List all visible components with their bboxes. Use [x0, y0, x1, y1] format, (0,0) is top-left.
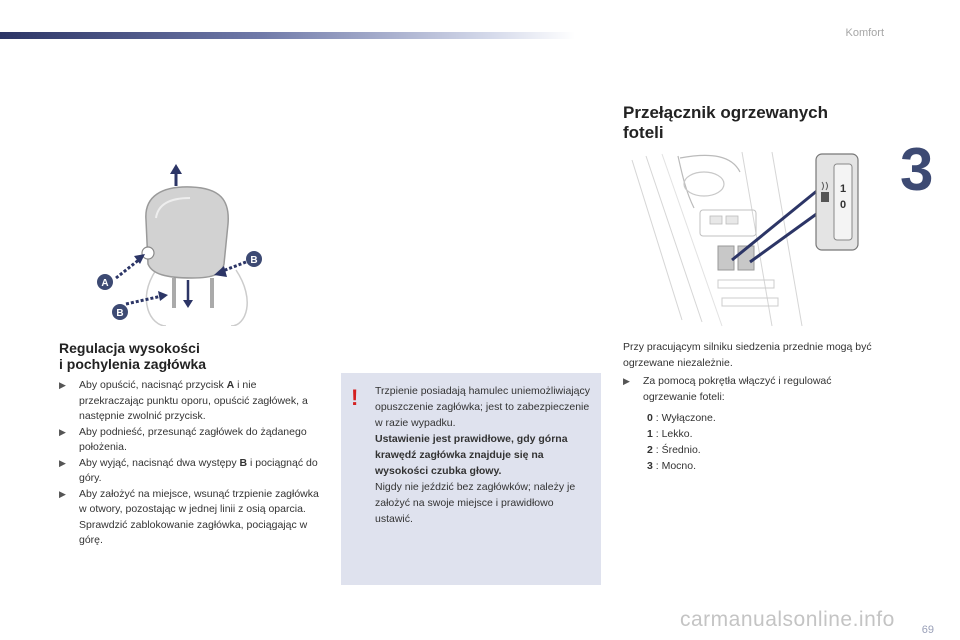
heated-seats-title: Przełącznik ogrzewanych foteli [623, 103, 829, 142]
arrow-bullet-icon: ▶ [59, 457, 66, 468]
heat-level: 3 : Mocno. [647, 460, 697, 472]
heat-levels [647, 410, 716, 474]
chapter-number: 3 [900, 136, 934, 203]
heat-level: 0 : Wyłączone. [647, 412, 716, 424]
headrest-illustration [96, 160, 266, 326]
header-bar [0, 32, 575, 39]
list-item: ▶ Aby podnieść, przesunąć zagłówek do żądanego położenia. [59, 425, 307, 453]
headrest-instructions [59, 378, 321, 549]
list-item: ▶ Aby założyć na miejsce, wsunąć trzpienie zagłówka w otwory, pozostając w jednej linii z osią oparcia. Sprawdzić zablokowanie zagłówka, pociągając w górę. [59, 487, 319, 546]
dial-label-1: 1 [839, 183, 847, 195]
list-item: ▶ Za pomocą pokrętła włączyć i regulować ogrzewanie foteli: [623, 375, 832, 403]
arrow-bullet-icon: ▶ [59, 380, 66, 390]
callout-a: A [101, 278, 109, 289]
callout-b-lower: B [116, 308, 124, 319]
warning-paragraph-1: Trzpienie posiadają hamulec uniemożliwiający opuszczenie zagłówka; jest to zabezpieczenie w razie wypadku. [375, 385, 590, 429]
heat-level: 2 : Średnio. [647, 444, 701, 456]
callout-b-upper: B [250, 255, 258, 266]
arrow-bullet-icon: ▶ [59, 426, 66, 437]
page-number: 69 [921, 624, 934, 636]
warning-paragraph-2: Ustawienie jest prawidłowe, gdy górna krawędź zagłówka znajduje się na wysokości czubka głowy. [375, 433, 568, 477]
warning-box [341, 373, 601, 585]
arrow-bullet-icon: ▶ [59, 488, 66, 499]
headrest-title: Regulacja wysokości i pochylenia zagłówka [59, 340, 207, 372]
dial-label-0: 0 [839, 199, 847, 211]
section-name: Komfort [845, 27, 884, 39]
heated-seats-intro: Przy pracującym silniku siedzenia przednie mogą być ogrzewane niezależnie. [623, 341, 872, 369]
list-item: ▶ Aby wyjąć, nacisnąć dwa występy B i pociągnąć do góry. [59, 456, 318, 484]
exclamation-icon: ! [351, 385, 359, 410]
heated-seat-illustration [622, 150, 862, 328]
watermark: carmanualsonline.info [680, 608, 895, 631]
heat-level: 1 : Lekko. [647, 428, 693, 440]
heated-seats-instructions [623, 373, 883, 405]
warning-text [375, 383, 591, 527]
arrow-bullet-icon: ▶ [623, 376, 630, 386]
list-item: ▶ Aby opuścić, nacisnąć przycisk A i nie przekraczając punktu oporu, opuścić zagłówek, a następnie zwolnić przycisk. [59, 379, 308, 422]
warning-paragraph-3: Nigdy nie jeździć bez zagłówków; należy je założyć na swoje miejsce i prawidłowo ustawić. [375, 481, 576, 525]
